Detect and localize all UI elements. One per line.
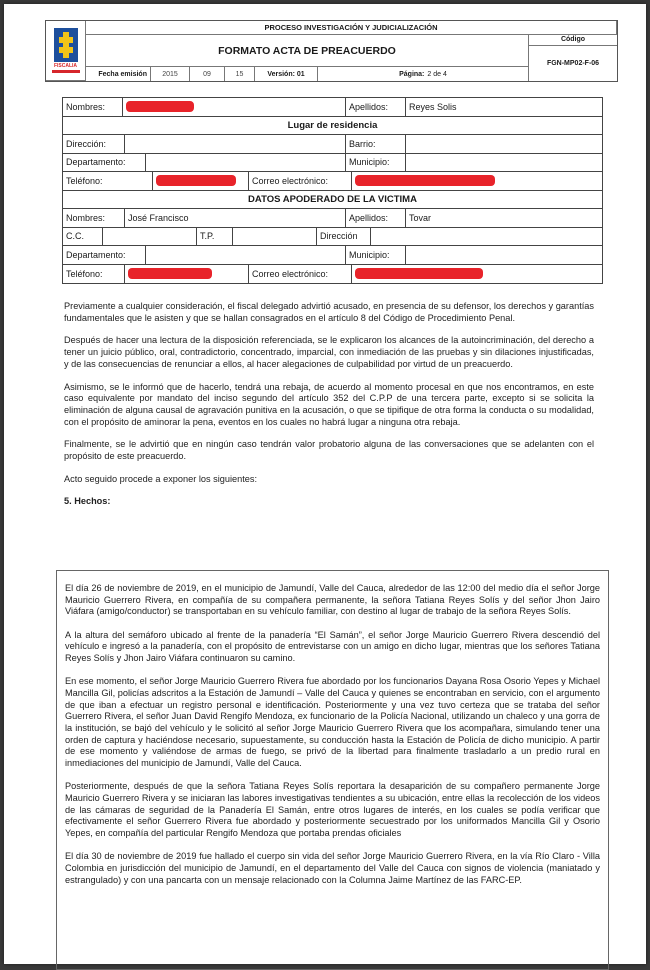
paragraph: Acto seguido procede a exponer los siguientes: [64, 473, 258, 484]
attorney-direccion-label: Dirección [317, 228, 371, 246]
issue-year: 2015 [151, 67, 190, 81]
process-name: PROCESO INVESTIGACIÓN Y JUDICIALIZACIÓN [86, 21, 617, 35]
version: Versión: 01 [255, 67, 318, 81]
hechos-box [56, 570, 609, 970]
code-label: Código [529, 35, 617, 46]
correo-label: Correo electrónico: [249, 172, 352, 190]
paragraph: Finalmente, se le advirtió que en ningún caso tendrán valor probatorio alguna de las conversaciones que se adelanten con el propósito de este preacuerdo. [64, 439, 594, 462]
municipio-label: Municipio: [346, 154, 406, 172]
redaction-bar [126, 101, 194, 112]
hechos-paragraph: El día 30 de noviembre de 2019 fue hallado el cuerpo sin vida del señor Jorge Mauricio Guerrero Rivera, en la vía Río Claro - Villa Colombia en jurisdicción del municipio de Jamundí, en el departamento del Valle del Cauca con signos de violencia (maniatado y estrangulado) y con una pancarta con un mensaje relacionado con la Columna Jaime Martínez de las FARC-EP. [65, 851, 600, 885]
attorney-name-row [63, 209, 602, 228]
form-header [45, 20, 618, 82]
barrio-label: Barrio: [346, 135, 406, 153]
issue-month: 09 [190, 67, 225, 81]
department-row [63, 154, 602, 173]
redaction-bar [156, 175, 236, 186]
attorney-municipio-label: Municipio: [346, 246, 406, 264]
form-title: FORMATO ACTA DE PREACUERDO [86, 35, 529, 67]
apellidos-label: Apellidos: [346, 98, 406, 116]
nombres-value [123, 98, 346, 116]
code-value: FGN-MP02-F-06 [546, 60, 600, 67]
barrio-value [406, 135, 602, 153]
hechos-title: 5. Hechos: [64, 496, 111, 507]
nombres-label: Nombres: [63, 98, 123, 116]
redaction-bar [355, 175, 495, 186]
attorney-direccion-value [371, 228, 602, 246]
paragraph: Asimismo, se le informó que de hacerlo, tendrá una rebaja, de acuerdo al momento procesal en que nos encontramos, en este caso equivalente por mandato del inciso segundo del artículo 352 del C.P.P de una tercera parte, excepto si se solicita la eliminación de alguna causal de agravación punitiva en la acusación, o que se tipifique de otra forma la conducta o su modalidad, con el propósito de aminorar la pena, eventos en los cuales no habrá lugar a ninguna otra rebaja. [64, 381, 594, 427]
contact-row [63, 172, 602, 191]
attorney-telefono-value [125, 265, 249, 284]
paragraph: Previamente a cualquier consideración, el fiscal delegado advirtió acusado, en presencia de su defensor, los derechos y garantías fundamentales que le asisten y que se hallan consagrados en el artículo 8 del Código de Procedimiento Penal. [64, 301, 594, 323]
document-page [4, 4, 646, 964]
attorney-nombres-label: Nombres: [63, 209, 125, 227]
issue-date-label: Fecha emisión [86, 67, 151, 81]
departamento-label: Departamento: [63, 154, 146, 172]
logo-text: FISCALIA [53, 63, 78, 69]
attorney-apellidos-label: Apellidos: [346, 209, 406, 227]
attorney-municipio-value [406, 246, 602, 264]
person-name-row [63, 98, 602, 117]
telefono-value [153, 172, 249, 190]
departamento-value [146, 154, 346, 172]
tp-value [233, 228, 317, 246]
attorney-departamento-label: Departamento: [63, 246, 146, 264]
paragraph: Después de hacer una lectura de la disposición referenciada, se le explicaron los alcances de la autoincriminación, del derecho a tener un juicio público, oral, contradictorio, concentrado, imparcial, con inmediación de las pruebas y sin dilaciones injustificadas, y de las consecuencias de renunciar a ellos, al hacer alegaciones de culpabilidad por virtud de un preacuerdo. [64, 335, 594, 369]
cc-label: C.C. [63, 228, 103, 246]
apellidos-value: Reyes Solis [409, 101, 457, 112]
attorney-correo-label: Correo electrónico: [249, 265, 352, 284]
direccion-label: Dirección: [63, 135, 125, 153]
attorney-correo-value [352, 265, 602, 284]
redaction-bar [355, 268, 483, 279]
hechos-paragraph: El día 26 de noviembre de 2019, en el municipio de Jamundí, Valle del Cauca, alrededor de las 12:00 del medio día el señor Jorge Mauricio Guerrero Rivera, en compañía de su compañera permanente, la señora Tatiana Reyes Solís y del señor Jhon Jairo Viáfara (amigo/conductor) se transportaban en su vehículo familiar, con destino al lugar de trabajo de la señora Reyes Solís. [65, 583, 600, 617]
puzzle-icon [54, 28, 78, 62]
personal-data-table [62, 97, 603, 284]
correo-value [352, 172, 602, 190]
attorney-departamento-value [146, 246, 346, 264]
issue-day: 15 [225, 67, 255, 81]
attorney-nombres-value: José Francisco [125, 209, 346, 227]
municipio-value [406, 154, 602, 172]
residence-title: Lugar de residencia [287, 119, 378, 131]
attorney-telefono-label: Teléfono: [63, 265, 125, 284]
direccion-value [125, 135, 346, 153]
redaction-bar [128, 268, 212, 279]
hechos-paragraph: Posteriormente, después de que la señora Tatiana Reyes Solís reportara la desaparición de su compañero permanente Jorge Mauricio Guerrero Rivera y se iniciaran las labores investigativas tendientes a su ubicación, entre ellas la recolección de los videos de las cámaras de seguridad de la Panadería El Samán, entre otros lugares de interés, en los cuales se podía verificar que efectivamente el señor Guerrero Rivera fue abordado y posteriormente secuestrado por los uniformados Mancilla Gil y Osorio Yepes, en compañía del particular Rengifo Mendoza que portaba prendas oficiales [65, 781, 600, 839]
form-meta [86, 67, 529, 81]
telefono-label: Teléfono: [63, 172, 153, 190]
page-number [318, 67, 528, 81]
form-code [529, 35, 617, 81]
attorney-title: DATOS APODERADO DE LA VICTIMA [248, 193, 417, 205]
hechos-paragraph: A la altura del semáforo ubicado al frente de la panadería “El Samán”, el señor Jorge Mauricio Guerrero Rivera descendió del vehículo e ingresó a la panadería, con el propósito de entrevistarse con un amigo en dicho lugar, mientras que los señores Tatiana Reyes Solís y Jhon Jairo Viáfara continuaron su camino. [65, 629, 600, 664]
fiscalia-logo [46, 21, 86, 81]
residence-header-row [63, 117, 602, 136]
page-value: 2 de 4 [427, 70, 447, 78]
logo-bar [52, 70, 80, 73]
address-row [63, 135, 602, 154]
body-text [64, 301, 594, 519]
attorney-id-row [63, 228, 602, 247]
hechos-paragraph: En ese momento, el señor Jorge Mauricio Guerrero Rivera fue abordado por los funcionarios Dayana Rosa Osorio Yepes y Michael Mancilla Gil, policías adscritos a la Estación de Jamundí – Valle del Cauca y quienes se encontraban en servicio, con el argumento de que iban a efectuar un registro personal e identificación. Posteriormente y una vez tuvo certeza que se trataba del señor Guerrero Rivera, el señor Juan David Rengifo Mendoza, ex funcionario de la Policía Nacional, utilizando un chaleco y una gorra de la institución, se bajó del vehículo y le solicitó al señor Jorge Mauricio Guerrero Rivera que los acompañara, simulando tener una orden de captura y haciéndose necesario, supuestamente, su conducción hasta la Estación de Policía de dicho municipio. A partir de ese momento y valiéndose de armas de fuego, se privó de la libertad para finalmente trasladarlo a un predio rural en inmediaciones del municipio de Jamundí, Valle del Cauca. [65, 676, 600, 769]
cc-value [103, 228, 197, 246]
page-label: Página: [399, 70, 425, 78]
attorney-contact-row [63, 265, 602, 284]
tp-label: T.P. [197, 228, 233, 246]
attorney-apellidos-value: Tovar [409, 212, 432, 223]
attorney-header-row [63, 191, 602, 210]
attorney-department-row [63, 246, 602, 265]
